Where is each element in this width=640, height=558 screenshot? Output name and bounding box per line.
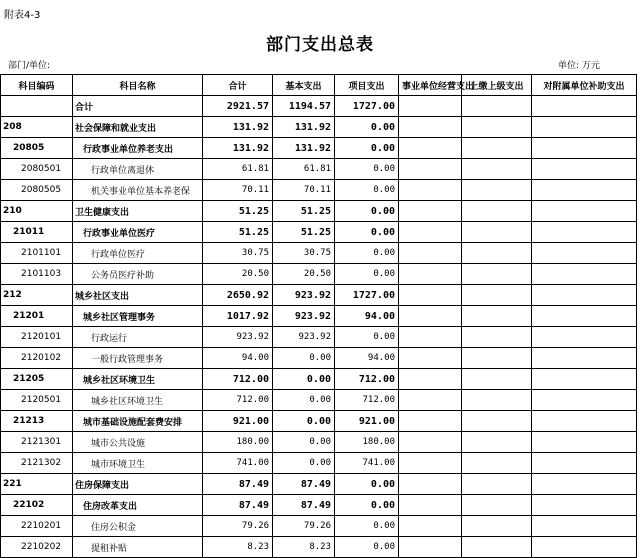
cell-project: 1727.00: [335, 285, 399, 306]
cell-remit: [462, 243, 532, 264]
cell-code: 2080501: [1, 159, 73, 180]
cell-project: 0.00: [335, 180, 399, 201]
cell-remit: [462, 348, 532, 369]
cell-project: 712.00: [335, 369, 399, 390]
cell-remit: [462, 264, 532, 285]
cell-business: [399, 222, 462, 243]
cell-total: 741.00: [203, 453, 273, 474]
cell-basic: 87.49: [273, 495, 335, 516]
cell-business: [399, 306, 462, 327]
table-row: [1, 138, 637, 159]
cell-business: [399, 411, 462, 432]
cell-code: 2210201: [1, 516, 73, 537]
cell-project: 0.00: [335, 159, 399, 180]
cell-name: 一般行政管理事务: [73, 348, 203, 369]
cell-basic: 131.92: [273, 138, 335, 159]
cell-business: [399, 96, 462, 117]
cell-code: 210: [1, 201, 73, 222]
cell-code: 2080505: [1, 180, 73, 201]
cell-name: 行政单位离退休: [73, 159, 203, 180]
cell-project: 0.00: [335, 474, 399, 495]
cell-subsidy: [532, 369, 637, 390]
cell-subsidy: [532, 222, 637, 243]
cell-business: [399, 516, 462, 537]
table-row: [1, 390, 637, 411]
table-row: [1, 474, 637, 495]
cell-project: 0.00: [335, 138, 399, 159]
cell-project: 94.00: [335, 348, 399, 369]
cell-project: 921.00: [335, 411, 399, 432]
cell-name: 行政单位医疗: [73, 243, 203, 264]
cell-project: 0.00: [335, 243, 399, 264]
cell-subsidy: [532, 138, 637, 159]
header-name: 科目名称: [73, 75, 203, 96]
cell-code: [1, 96, 73, 117]
cell-total: 8.23: [203, 537, 273, 558]
cell-name: 提租补贴: [73, 537, 203, 558]
cell-business: [399, 138, 462, 159]
cell-code: 2101103: [1, 264, 73, 285]
cell-name: 城市公共设施: [73, 432, 203, 453]
table-row: [1, 432, 637, 453]
cell-subsidy: [532, 327, 637, 348]
cell-name: 行政事业单位医疗: [73, 222, 203, 243]
cell-name: 城市环境卫生: [73, 453, 203, 474]
table-row: [1, 306, 637, 327]
cell-remit: [462, 327, 532, 348]
cell-business: [399, 432, 462, 453]
cell-remit: [462, 369, 532, 390]
cell-total: 51.25: [203, 201, 273, 222]
cell-project: 741.00: [335, 453, 399, 474]
cell-total: 2650.92: [203, 285, 273, 306]
cell-total: 51.25: [203, 222, 273, 243]
cell-subsidy: [532, 285, 637, 306]
cell-code: 2120102: [1, 348, 73, 369]
cell-remit: [462, 453, 532, 474]
cell-remit: [462, 201, 532, 222]
cell-basic: 79.26: [273, 516, 335, 537]
expenditure-table: [0, 74, 637, 558]
cell-remit: [462, 159, 532, 180]
cell-remit: [462, 96, 532, 117]
table-row: [1, 264, 637, 285]
page-title: 部门支出总表: [266, 35, 374, 55]
cell-name: 城乡社区环境卫生: [73, 369, 203, 390]
cell-total: 61.81: [203, 159, 273, 180]
cell-total: 87.49: [203, 474, 273, 495]
cell-code: 20805: [1, 138, 73, 159]
cell-business: [399, 243, 462, 264]
cell-remit: [462, 306, 532, 327]
table-row: [1, 327, 637, 348]
cell-code: 2121301: [1, 432, 73, 453]
cell-basic: 0.00: [273, 390, 335, 411]
cell-total: 131.92: [203, 138, 273, 159]
cell-remit: [462, 390, 532, 411]
cell-basic: 30.75: [273, 243, 335, 264]
cell-subsidy: [532, 180, 637, 201]
header-row: [1, 75, 637, 96]
cell-business: [399, 159, 462, 180]
cell-subsidy: [532, 96, 637, 117]
cell-business: [399, 474, 462, 495]
header-total: 合计: [203, 75, 273, 96]
cell-name: 城市基础设施配套费安排: [73, 411, 203, 432]
cell-remit: [462, 222, 532, 243]
cell-total: 79.26: [203, 516, 273, 537]
cell-business: [399, 369, 462, 390]
cell-subsidy: [532, 411, 637, 432]
cell-total: 94.00: [203, 348, 273, 369]
cell-name: 行政运行: [73, 327, 203, 348]
cell-business: [399, 495, 462, 516]
header-subsidy: 对附属单位补助支出: [532, 75, 637, 96]
cell-basic: 70.11: [273, 180, 335, 201]
header-project: 项目支出: [335, 75, 399, 96]
cell-subsidy: [532, 159, 637, 180]
cell-basic: 51.25: [273, 201, 335, 222]
table-row: [1, 348, 637, 369]
cell-business: [399, 180, 462, 201]
cell-name: 机关事业单位基本养老保: [73, 180, 203, 201]
cell-remit: [462, 411, 532, 432]
table-row: [1, 180, 637, 201]
table-row: [1, 222, 637, 243]
cell-basic: 923.92: [273, 306, 335, 327]
cell-subsidy: [532, 495, 637, 516]
cell-basic: 87.49: [273, 474, 335, 495]
cell-total: 2921.57: [203, 96, 273, 117]
cell-subsidy: [532, 201, 637, 222]
cell-project: 94.00: [335, 306, 399, 327]
cell-total: 87.49: [203, 495, 273, 516]
cell-name: 住房保障支出: [73, 474, 203, 495]
cell-business: [399, 537, 462, 558]
cell-subsidy: [532, 117, 637, 138]
cell-remit: [462, 285, 532, 306]
cell-project: 180.00: [335, 432, 399, 453]
cell-remit: [462, 516, 532, 537]
cell-total: 30.75: [203, 243, 273, 264]
table-row: [1, 201, 637, 222]
cell-code: 21201: [1, 306, 73, 327]
cell-code: 212: [1, 285, 73, 306]
table-row: [1, 159, 637, 180]
cell-total: 131.92: [203, 117, 273, 138]
cell-code: 2101101: [1, 243, 73, 264]
cell-code: 221: [1, 474, 73, 495]
cell-total: 180.00: [203, 432, 273, 453]
cell-project: 0.00: [335, 537, 399, 558]
cell-business: [399, 117, 462, 138]
cell-subsidy: [532, 432, 637, 453]
table-row: [1, 411, 637, 432]
cell-name: 合计: [73, 96, 203, 117]
cell-subsidy: [532, 474, 637, 495]
cell-code: 21011: [1, 222, 73, 243]
table-row: [1, 369, 637, 390]
cell-code: 2120101: [1, 327, 73, 348]
cell-remit: [462, 138, 532, 159]
header-remit: 上缴上级支出: [462, 75, 532, 96]
cell-name: 社会保障和就业支出: [73, 117, 203, 138]
header-code: 科目编码: [1, 75, 73, 96]
cell-name: 公务员医疗补助: [73, 264, 203, 285]
cell-name: 城乡社区支出: [73, 285, 203, 306]
cell-basic: 8.23: [273, 537, 335, 558]
cell-total: 70.11: [203, 180, 273, 201]
cell-project: 0.00: [335, 516, 399, 537]
cell-basic: 0.00: [273, 453, 335, 474]
cell-code: 21213: [1, 411, 73, 432]
table-body: [1, 96, 637, 558]
cell-project: 0.00: [335, 222, 399, 243]
cell-business: [399, 390, 462, 411]
cell-total: 712.00: [203, 369, 273, 390]
cell-total: 20.50: [203, 264, 273, 285]
cell-basic: 923.92: [273, 285, 335, 306]
cell-basic: 51.25: [273, 222, 335, 243]
cell-subsidy: [532, 243, 637, 264]
cell-remit: [462, 474, 532, 495]
cell-total: 923.92: [203, 327, 273, 348]
cell-total: 712.00: [203, 390, 273, 411]
table-row: [1, 117, 637, 138]
header-business: 事业单位经营支出: [399, 75, 462, 96]
cell-project: 0.00: [335, 327, 399, 348]
cell-subsidy: [532, 348, 637, 369]
cell-project: 0.00: [335, 117, 399, 138]
cell-name: 住房改革支出: [73, 495, 203, 516]
cell-remit: [462, 180, 532, 201]
cell-name: 卫生健康支出: [73, 201, 203, 222]
cell-name: 城乡社区管理事务: [73, 306, 203, 327]
cell-code: 208: [1, 117, 73, 138]
table-note: 附表4-3: [4, 10, 41, 21]
cell-remit: [462, 432, 532, 453]
cell-code: 22102: [1, 495, 73, 516]
cell-business: [399, 348, 462, 369]
cell-total: 921.00: [203, 411, 273, 432]
cell-total: 1017.92: [203, 306, 273, 327]
cell-subsidy: [532, 453, 637, 474]
department-label: 部门/单位:: [8, 61, 51, 71]
cell-basic: 1194.57: [273, 96, 335, 117]
cell-code: 2121302: [1, 453, 73, 474]
table-row: [1, 453, 637, 474]
table-row: [1, 285, 637, 306]
table-row: [1, 516, 637, 537]
table-row: [1, 243, 637, 264]
cell-basic: 0.00: [273, 411, 335, 432]
cell-business: [399, 285, 462, 306]
cell-subsidy: [532, 537, 637, 558]
cell-basic: 923.92: [273, 327, 335, 348]
cell-business: [399, 327, 462, 348]
cell-basic: 0.00: [273, 348, 335, 369]
cell-subsidy: [532, 264, 637, 285]
cell-remit: [462, 117, 532, 138]
cell-basic: 20.50: [273, 264, 335, 285]
cell-subsidy: [532, 306, 637, 327]
cell-subsidy: [532, 390, 637, 411]
cell-remit: [462, 537, 532, 558]
cell-project: 0.00: [335, 201, 399, 222]
table-row: [1, 495, 637, 516]
unit-label: 单位: 万元: [558, 61, 600, 71]
cell-project: 0.00: [335, 264, 399, 285]
cell-name: 住房公积金: [73, 516, 203, 537]
cell-basic: 0.00: [273, 432, 335, 453]
cell-business: [399, 453, 462, 474]
cell-name: 行政事业单位养老支出: [73, 138, 203, 159]
cell-basic: 61.81: [273, 159, 335, 180]
cell-basic: 0.00: [273, 369, 335, 390]
cell-name: 城乡社区环境卫生: [73, 390, 203, 411]
cell-project: 0.00: [335, 495, 399, 516]
cell-basic: 131.92: [273, 117, 335, 138]
cell-code: 2120501: [1, 390, 73, 411]
cell-project: 1727.00: [335, 96, 399, 117]
cell-code: 2210202: [1, 537, 73, 558]
header-basic: 基本支出: [273, 75, 335, 96]
cell-subsidy: [532, 516, 637, 537]
cell-code: 21205: [1, 369, 73, 390]
cell-remit: [462, 495, 532, 516]
table-row: [1, 537, 637, 558]
cell-project: 712.00: [335, 390, 399, 411]
cell-business: [399, 264, 462, 285]
cell-business: [399, 201, 462, 222]
table-row: [1, 96, 637, 117]
